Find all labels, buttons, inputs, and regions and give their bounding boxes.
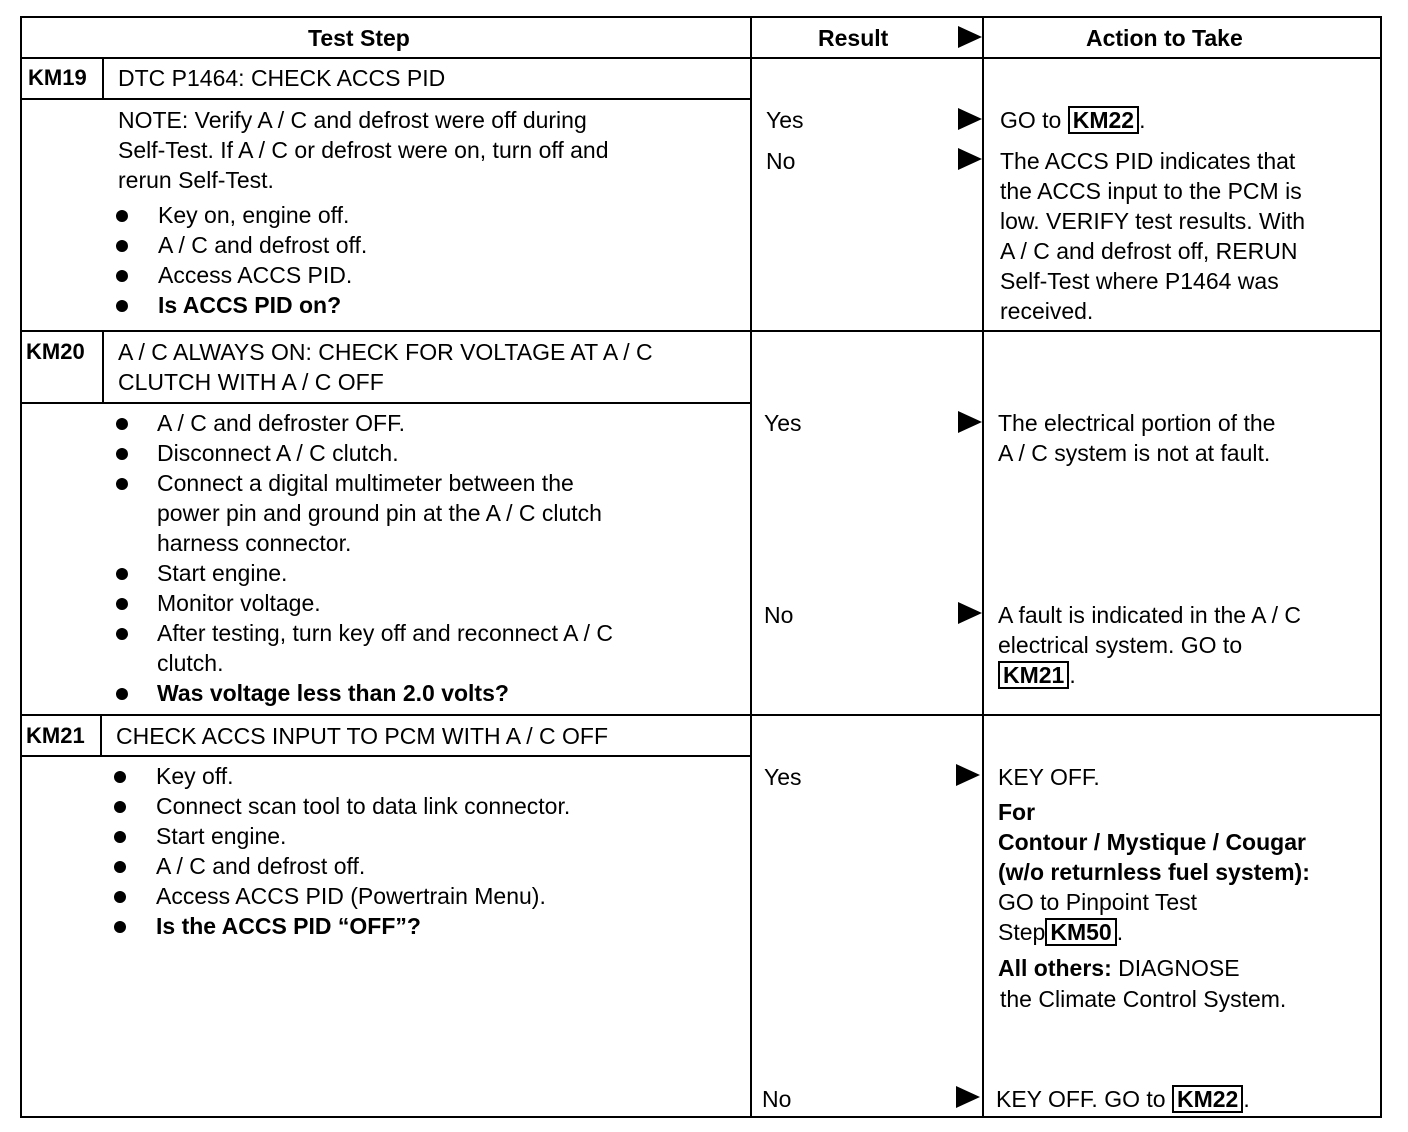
action-suffix: .: [1243, 1086, 1250, 1112]
km21-action-no: [996, 1084, 1250, 1114]
km21-bullet: Start engine.: [156, 823, 287, 849]
bullet-icon: [114, 861, 126, 873]
km19-action-no-line: A / C and defrost off, RERUN: [1000, 238, 1298, 264]
km19-note-line: NOTE: Verify A / C and defrost were off during: [118, 107, 587, 133]
km20-result-yes: Yes: [764, 410, 802, 436]
bullet-icon: [116, 270, 128, 282]
km19-note-line: Self-Test. If A / C or defrost were on, turn off and: [118, 137, 609, 163]
header-arrow-icon: [958, 26, 982, 48]
km21-action-goto-line: GO to Pinpoint Test: [998, 889, 1198, 915]
km19-title-underline: [20, 98, 752, 100]
step-ref-km22[interactable]: KM22: [1172, 1085, 1243, 1113]
km19-bullet: A / C and defrost off.: [158, 232, 368, 258]
action-text: Step: [998, 919, 1046, 945]
step-ref-km50[interactable]: KM50: [1045, 918, 1116, 946]
bullet-icon: [116, 210, 128, 222]
arrow-icon: [958, 602, 982, 624]
step-ref-km22[interactable]: KM22: [1068, 106, 1139, 134]
bullet-icon: [116, 628, 128, 640]
km19-action-no-line: the ACCS input to the PCM is: [1000, 178, 1302, 204]
km20-bullet-cont: harness connector.: [157, 530, 352, 556]
action-suffix: .: [1069, 662, 1076, 688]
km21-bullet: Connect scan tool to data link connector.: [156, 793, 571, 819]
bullet-icon: [114, 831, 126, 843]
km19-title: DTC P1464: CHECK ACCS PID: [118, 65, 446, 91]
header-result: Result: [818, 25, 889, 51]
km20-action-no-line: electrical system. GO to: [998, 632, 1243, 658]
header-divider: [20, 57, 1382, 59]
km20-id-divider: [102, 330, 104, 404]
km21-bullet: Key off.: [156, 763, 234, 789]
km20-bullet: Connect a digital multimeter between the: [157, 470, 574, 496]
km20-bullet-cont: power pin and ground pin at the A / C clutch: [157, 500, 602, 526]
km21-action-for-line: Contour / Mystique / Cougar: [998, 829, 1306, 855]
km21-title-underline: [20, 755, 752, 757]
col-divider-result: [750, 16, 752, 1118]
km21-step-id: KM21: [26, 723, 85, 748]
arrow-icon: [956, 1086, 980, 1108]
km20-action-yes-line: The electrical portion of the: [998, 410, 1276, 436]
km21-action-for-line: (w/o returnless fuel system):: [998, 859, 1310, 885]
km20-bullet: Monitor voltage.: [157, 590, 321, 616]
km20-bullet: A / C and defroster OFF.: [157, 410, 405, 436]
km19-result-no: No: [766, 148, 796, 174]
row-divider-km20-km21: [20, 714, 1382, 716]
km20-title-line: CLUTCH WITH A / C OFF: [118, 369, 384, 395]
others-label: All others:: [998, 955, 1112, 981]
header-test-step: Test Step: [308, 25, 410, 51]
bullet-icon: [114, 801, 126, 813]
table-border-top: [20, 16, 1382, 18]
km20-step-id: KM20: [26, 339, 85, 364]
km20-bullet-question: Was voltage less than 2.0 volts?: [157, 680, 509, 706]
km21-bullet: A / C and defrost off.: [156, 853, 366, 879]
bullet-icon: [114, 921, 126, 933]
km19-id-divider: [102, 57, 104, 99]
km19-bullet: Key on, engine off.: [158, 202, 350, 228]
km20-title-underline: [20, 402, 752, 404]
bullet-icon: [114, 771, 126, 783]
km19-result-yes: Yes: [766, 107, 804, 133]
km21-action-others-line: [998, 953, 1240, 983]
km20-bullet: Start engine.: [157, 560, 288, 586]
km19-action-no-line: Self-Test where P1464 was: [1000, 268, 1279, 294]
km19-bullet: Access ACCS PID.: [158, 262, 353, 288]
km21-bullet: Access ACCS PID (Powertrain Menu).: [156, 883, 546, 909]
bullet-icon: [114, 891, 126, 903]
km20-action-no-line: A fault is indicated in the A / C: [998, 602, 1302, 628]
bullet-icon: [116, 300, 128, 312]
km21-action-step-line: [998, 917, 1123, 947]
km20-bullet-cont: clutch.: [157, 650, 224, 676]
km21-action-others-line2: the Climate Control System.: [1000, 986, 1287, 1012]
km20-action-yes-line: A / C system is not at fault.: [998, 440, 1271, 466]
step-ref-km21[interactable]: KM21: [998, 661, 1069, 689]
km21-title: CHECK ACCS INPUT TO PCM WITH A / C OFF: [116, 723, 609, 749]
bullet-icon: [116, 598, 128, 610]
km20-action-no-ref-line: [998, 660, 1076, 690]
action-text: GO to: [1000, 107, 1062, 133]
table-border-left: [20, 16, 22, 1118]
km20-bullet: Disconnect A / C clutch.: [157, 440, 399, 466]
km19-action-no-line: received.: [1000, 298, 1094, 324]
bullet-icon: [116, 448, 128, 460]
action-suffix: .: [1139, 107, 1146, 133]
header-action: Action to Take: [1086, 25, 1243, 51]
km21-result-yes: Yes: [764, 764, 802, 790]
arrow-icon: [958, 411, 982, 433]
km20-result-no: No: [764, 602, 794, 628]
km19-step-id: KM19: [28, 65, 87, 90]
table-border-bottom: [20, 1116, 1382, 1118]
km19-note-line: rerun Self-Test.: [118, 167, 274, 193]
km19-action-yes: [1000, 105, 1146, 135]
arrow-icon: [956, 764, 980, 786]
km21-id-divider: [100, 714, 102, 756]
km20-bullet: After testing, turn key off and reconnect A / C: [157, 620, 614, 646]
km19-action-no-line: low. VERIFY test results. With: [1000, 208, 1306, 234]
others-text: DIAGNOSE: [1118, 955, 1240, 981]
km21-action-yes-line: KEY OFF.: [998, 764, 1100, 790]
col-divider-action: [982, 16, 984, 1118]
bullet-icon: [116, 240, 128, 252]
bullet-icon: [116, 688, 128, 700]
arrow-icon: [958, 108, 982, 130]
arrow-icon: [958, 148, 982, 170]
action-suffix: .: [1116, 919, 1124, 945]
km21-bullet-question: Is the ACCS PID “OFF”?: [156, 913, 421, 939]
km19-bullet-question: Is ACCS PID on?: [158, 292, 342, 318]
km21-result-no: No: [762, 1086, 792, 1112]
row-divider-km19-km20: [20, 330, 1382, 332]
bullet-icon: [116, 478, 128, 490]
bullet-icon: [116, 418, 128, 430]
action-text: KEY OFF. GO to: [996, 1086, 1166, 1112]
km21-action-for-line: For: [998, 799, 1036, 825]
km19-action-no-line: The ACCS PID indicates that: [1000, 148, 1296, 174]
table-border-right: [1380, 16, 1382, 1118]
bullet-icon: [116, 568, 128, 580]
km20-title-line: A / C ALWAYS ON: CHECK FOR VOLTAGE AT A / C: [118, 339, 653, 365]
